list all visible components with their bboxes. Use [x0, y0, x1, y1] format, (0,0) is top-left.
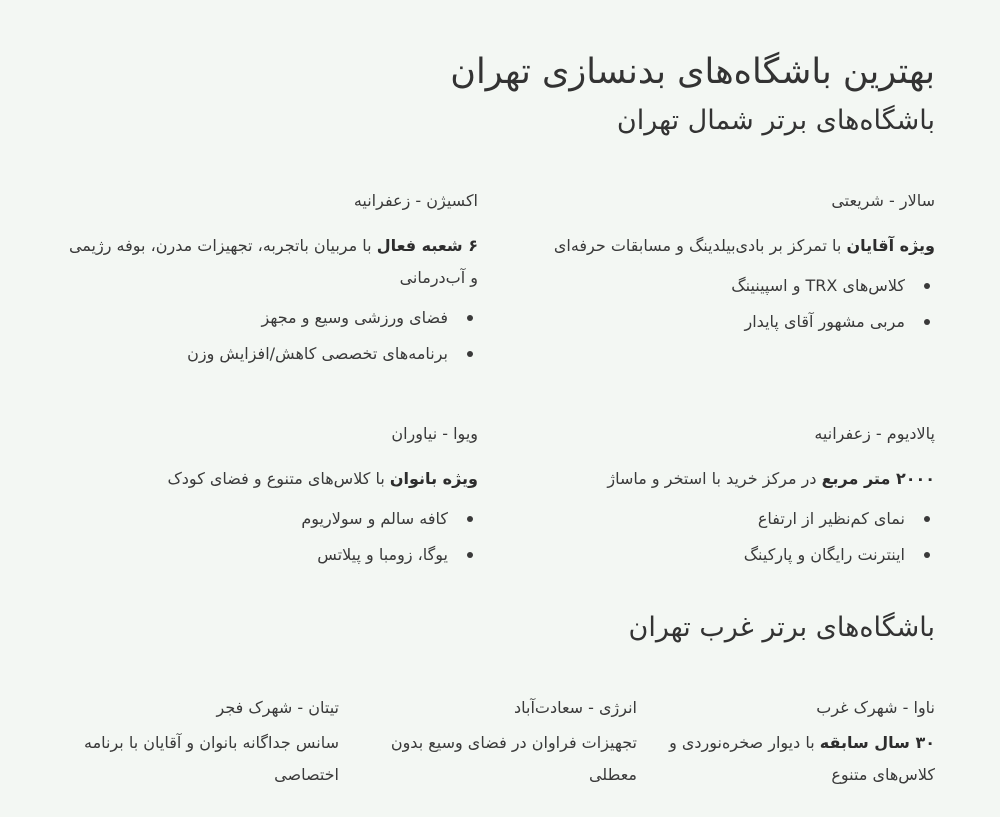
- feature-item: [515, 268, 935, 304]
- feature-list: [58, 501, 478, 573]
- bullet-icon: [924, 516, 930, 522]
- club-description: [515, 463, 935, 495]
- bullet-icon: [467, 552, 473, 558]
- club-name: انرژی - سعادت‌آباد: [513, 698, 637, 717]
- feature-item: [515, 537, 935, 573]
- club-name: پالادیوم - زعفرانیه: [814, 424, 935, 443]
- club-card-salar: [515, 190, 935, 340]
- article: [40, 0, 935, 817]
- feature-item: [58, 501, 478, 537]
- club-description-text: با مربیان باتجربه، تجهیزات مدرن، بوفه رژیمی و آب‌درمانی: [68, 236, 478, 287]
- feature-list: [58, 300, 478, 372]
- club-description-text: تجهیزات فراوان در فضای وسیع بدون معطلی: [390, 733, 637, 784]
- club-description-text: سانس جداگانه بانوان و آقایان با برنامه اختصاصی: [83, 733, 339, 784]
- club-description-text: در مرکز خرید با استخر و ماساژ: [607, 469, 822, 488]
- club-description-text: با کلاس‌های متنوع و فضای کودک: [167, 469, 390, 488]
- bullet-icon: [924, 283, 930, 289]
- feature-item: [58, 336, 478, 372]
- club-card-viva: [58, 423, 478, 573]
- club-description: [79, 727, 339, 791]
- feature-item: [515, 304, 935, 340]
- feature-list: [515, 501, 935, 573]
- club-description: [58, 230, 478, 294]
- club-card-nava: [660, 697, 935, 791]
- club-name: ناوا - شهرک غرب: [816, 698, 935, 717]
- club-description-text: با تمرکز بر بادی‌بیلدینگ و مسابقات حرفه‌ای: [553, 236, 847, 255]
- feature-item: [515, 501, 935, 537]
- club-description: [362, 727, 637, 791]
- bullet-icon: [924, 319, 930, 325]
- bullet-icon: [467, 351, 473, 357]
- feature-item: [58, 300, 478, 336]
- feature-text: اینترنت رایگان و پارکینگ: [743, 545, 905, 564]
- page-title: بهترین باشگاه‌های بدنسازی تهران: [450, 52, 935, 92]
- club-highlight: ویژه آقایان: [846, 236, 935, 255]
- bullet-icon: [467, 315, 473, 321]
- club-highlight: ۶ شعبه فعال: [376, 236, 478, 255]
- club-description-text: با دیوار صخره‌نوردی و کلاس‌های متنوع: [669, 733, 935, 784]
- club-name: اکسیژن - زعفرانیه: [353, 191, 478, 210]
- feature-text: کلاس‌های TRX و اسپینینگ: [731, 276, 905, 295]
- club-card-oxygen: [58, 190, 478, 372]
- feature-item: [58, 537, 478, 573]
- section-title-west: باشگاه‌های برتر غرب تهران: [628, 612, 935, 643]
- club-card-titan: [79, 697, 339, 791]
- club-name: سالار - شریعتی: [831, 191, 935, 210]
- feature-text: کافه سالم و سولاریوم: [301, 509, 448, 528]
- club-highlight: ۳۰ سال سابقه: [819, 733, 935, 752]
- bullet-icon: [924, 552, 930, 558]
- feature-text: برنامه‌های تخصصی کاهش/افزایش وزن: [187, 344, 448, 363]
- feature-text: فضای ورزشی وسیع و مجهز: [261, 308, 448, 327]
- club-highlight: ۲۰۰۰ متر مربع: [821, 469, 935, 488]
- club-card-energy: [362, 697, 637, 791]
- club-name: تیتان - شهرک فجر: [216, 698, 339, 717]
- club-highlight: ویژه بانوان: [389, 469, 478, 488]
- section-title-north: باشگاه‌های برتر شمال تهران: [616, 105, 935, 136]
- club-name: ویوا - نیاوران: [391, 424, 478, 443]
- feature-text: نمای کم‌نظیر از ارتفاع: [757, 509, 905, 528]
- club-description: [660, 727, 935, 791]
- feature-list: [515, 268, 935, 340]
- bullet-icon: [467, 516, 473, 522]
- feature-text: مربی مشهور آقای پایدار: [744, 312, 905, 331]
- club-description: [58, 463, 478, 495]
- feature-text: یوگا، زومبا و پیلاتس: [317, 545, 448, 564]
- club-description: [515, 230, 935, 262]
- club-card-palladium: [515, 423, 935, 573]
